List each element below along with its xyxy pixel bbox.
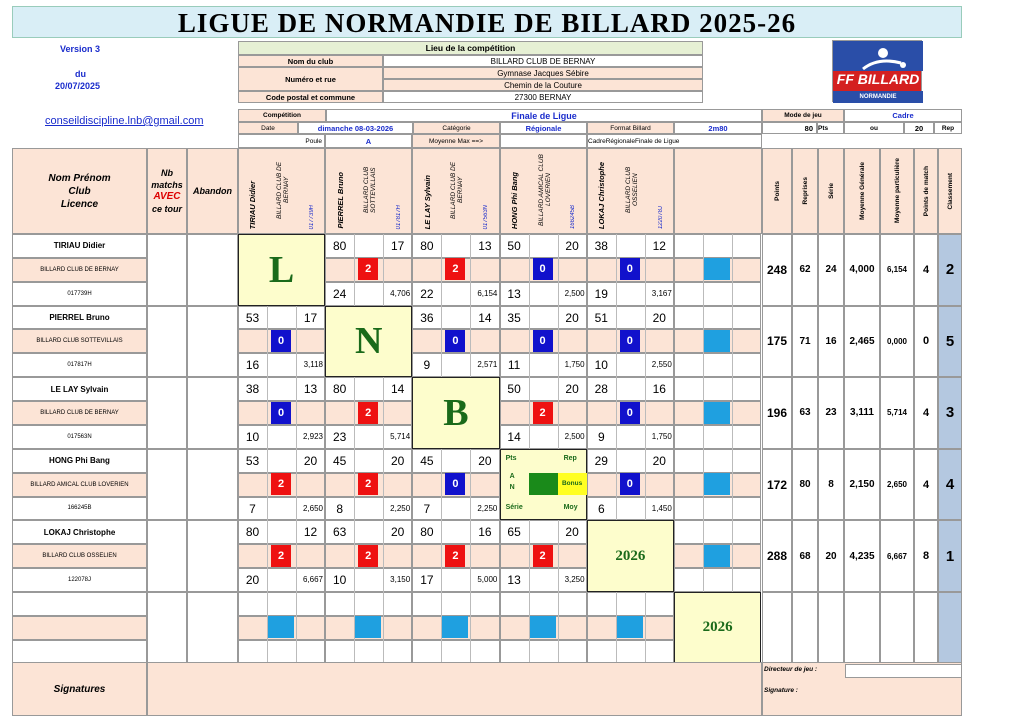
club-label: Nom du club bbox=[238, 55, 383, 67]
directeur-field[interactable] bbox=[845, 664, 962, 678]
stat-moy_gen: 3,111 bbox=[844, 377, 880, 449]
match-points: 80 bbox=[245, 525, 260, 540]
match-points-box: 0 bbox=[620, 330, 640, 352]
empty-slot-marker bbox=[704, 258, 730, 280]
stat-pts_match: 4 bbox=[914, 234, 938, 306]
col-player-header-4 bbox=[500, 148, 587, 234]
match-points-box: 2 bbox=[445, 258, 465, 280]
match-serie: 14 bbox=[507, 429, 521, 444]
match-serie: 9 bbox=[423, 358, 431, 373]
rue-line2: Chemin de la Couture bbox=[383, 79, 703, 91]
club-value: BILLARD CLUB DE BERNAY bbox=[383, 55, 703, 67]
empty-slot-marker bbox=[530, 616, 556, 638]
stat-pts_match bbox=[914, 592, 938, 664]
stat-serie: 23 bbox=[818, 377, 844, 449]
rep-label: Rep bbox=[934, 122, 962, 134]
match-moyenne: 2,250 bbox=[390, 503, 411, 513]
stat-moy_gen: 2,150 bbox=[844, 449, 880, 521]
col-header-abandon: Abandon bbox=[187, 148, 238, 234]
match-bot-bg bbox=[412, 640, 499, 664]
ou-label: ou bbox=[844, 122, 904, 134]
cat-label: Catégorie bbox=[413, 122, 500, 134]
match-bot-bg bbox=[674, 425, 761, 449]
stat-moy_part: 6,667 bbox=[880, 520, 914, 592]
col-player-name: TIRIAU Didier bbox=[248, 180, 258, 229]
pts-label: Pts bbox=[817, 122, 844, 134]
match-top-bg bbox=[674, 306, 761, 330]
row-lic-cell: 122078J bbox=[12, 568, 147, 592]
row-abandon-cell[interactable] bbox=[187, 449, 238, 521]
match-points-box: 2 bbox=[271, 473, 291, 495]
col-player-club: BILLARD CLUB DE BERNAY bbox=[276, 161, 291, 219]
row-club-cell: BILLARD AMICAL CLUB LOVERIEN bbox=[12, 473, 147, 497]
row-club-cell: BILLARD CLUB DE BERNAY bbox=[12, 258, 147, 282]
stat-header-reprises: Reprises bbox=[792, 148, 818, 234]
match-serie: 20 bbox=[245, 573, 260, 588]
pts-value: 80 bbox=[762, 122, 817, 134]
version-label: Version 3 bbox=[60, 44, 101, 54]
match-serie: 11 bbox=[507, 358, 521, 373]
match-points: 63 bbox=[333, 525, 347, 540]
empty-slot-marker bbox=[268, 616, 294, 638]
match-bot-bg bbox=[238, 640, 325, 664]
match-reprises: 20 bbox=[565, 239, 579, 253]
match-reprises: 20 bbox=[303, 453, 318, 468]
legend-green-swatch bbox=[529, 473, 558, 495]
match-moyenne: 2,923 bbox=[302, 431, 323, 441]
match-moyenne: 2,250 bbox=[477, 503, 498, 513]
col-player-name: LE LAY Sylvain bbox=[422, 174, 432, 229]
cadre-string: CadreRégionaleFinale de Ligue bbox=[587, 134, 762, 148]
match-top-bg bbox=[674, 449, 761, 473]
stat-reprises: 68 bbox=[792, 520, 818, 592]
match-points: 45 bbox=[333, 453, 347, 468]
date-value: dimanche 08-03-2026 bbox=[298, 122, 413, 134]
moy-max-label: Moyenne Max ==> bbox=[412, 134, 500, 148]
stat-reprises: 62 bbox=[792, 234, 818, 306]
match-points: 29 bbox=[594, 453, 608, 468]
match-moyenne: 5,000 bbox=[477, 575, 498, 585]
col-header-nom: Nom Prénom Club Licence bbox=[12, 148, 147, 234]
col-player-name: PIERREL Bruno bbox=[335, 172, 345, 229]
email-link[interactable]: conseildiscipline.lnb@gmail.com bbox=[45, 115, 204, 127]
match-moyenne: 4,706 bbox=[390, 288, 411, 298]
row-nb-cell[interactable] bbox=[147, 520, 187, 592]
col-player-header-3 bbox=[412, 148, 499, 234]
match-top-bg bbox=[587, 592, 674, 616]
stat-serie: 20 bbox=[818, 520, 844, 592]
moy-max-value bbox=[500, 134, 587, 148]
col-player-header-empty bbox=[674, 148, 762, 234]
cp-value: 27300 BERNAY bbox=[383, 91, 703, 103]
format-value: 2m80 bbox=[674, 122, 762, 134]
stat-classement bbox=[938, 592, 962, 664]
row-abandon-cell[interactable] bbox=[187, 592, 238, 664]
empty-slot-marker bbox=[704, 402, 730, 424]
stat-classement: 3 bbox=[938, 377, 962, 449]
row-club-cell bbox=[12, 616, 147, 640]
match-serie: 16 bbox=[245, 358, 260, 373]
row-name-cell bbox=[12, 592, 147, 616]
signatures-area[interactable] bbox=[147, 662, 762, 716]
diagonal-cell: 2026 bbox=[587, 520, 674, 592]
empty-slot-marker bbox=[704, 473, 730, 495]
version-date: 20/07/2025 bbox=[55, 81, 101, 91]
stat-pts_match: 4 bbox=[914, 449, 938, 521]
stat-points: 248 bbox=[762, 234, 792, 306]
cat-value: Régionale bbox=[500, 122, 587, 134]
row-club-cell: BILLARD CLUB DE BERNAY bbox=[12, 401, 147, 425]
match-reprises: 12 bbox=[652, 239, 666, 253]
row-lic-cell: 017739H bbox=[12, 282, 147, 306]
stat-moy_gen: 4,000 bbox=[844, 234, 880, 306]
row-nb-cell[interactable] bbox=[147, 449, 187, 521]
page-title: LIGUE DE NORMANDIE DE BILLARD 2025-26 bbox=[12, 6, 962, 38]
match-points-box: 2 bbox=[271, 545, 291, 567]
match-bot-bg bbox=[325, 640, 412, 664]
match-top-bg bbox=[674, 234, 761, 258]
col-player-lic: 017739H bbox=[308, 204, 315, 229]
match-reprises: 20 bbox=[391, 525, 405, 540]
stat-moy_part: 2,650 bbox=[880, 449, 914, 521]
stat-reprises: 80 bbox=[792, 449, 818, 521]
row-club-cell: BILLARD CLUB SOTTEVILLAIS bbox=[12, 329, 147, 353]
stat-moy_part bbox=[880, 592, 914, 664]
stat-moy_part: 6,154 bbox=[880, 234, 914, 306]
match-bot-bg bbox=[674, 282, 761, 306]
match-moyenne: 2,500 bbox=[564, 431, 585, 441]
col-player-club: BILLARD AMICAL CLUB LOVERIEN bbox=[537, 154, 552, 226]
competition-label: Compétition bbox=[238, 109, 326, 122]
match-points-box: 0 bbox=[620, 258, 640, 280]
row-lic-cell: 017563N bbox=[12, 425, 147, 449]
match-points: 38 bbox=[245, 382, 260, 397]
match-points: 50 bbox=[507, 382, 521, 397]
stat-moy_gen: 4,235 bbox=[844, 520, 880, 592]
match-bot-bg bbox=[587, 640, 674, 664]
match-top-bg bbox=[500, 592, 587, 616]
match-reprises: 13 bbox=[303, 382, 318, 397]
stat-serie: 16 bbox=[818, 306, 844, 378]
match-points-box: 2 bbox=[358, 402, 378, 424]
diagonal-cell: 2026 bbox=[674, 592, 761, 664]
stat-serie: 8 bbox=[818, 449, 844, 521]
match-bot-bg bbox=[674, 497, 761, 521]
row-nb-cell[interactable] bbox=[147, 234, 187, 306]
match-points: 38 bbox=[594, 239, 608, 253]
row-name-cell: TIRIAU Didier bbox=[12, 234, 147, 258]
match-top-bg bbox=[674, 520, 761, 544]
match-moyenne: 1,450 bbox=[651, 503, 672, 513]
stat-points: 196 bbox=[762, 377, 792, 449]
match-serie: 9 bbox=[597, 429, 605, 444]
stat-pts_match: 8 bbox=[914, 520, 938, 592]
rep-value: 20 bbox=[904, 122, 934, 134]
col-player-club: BILLARD CLUB OSSELIEN bbox=[624, 166, 639, 214]
match-reprises: 17 bbox=[391, 239, 405, 253]
row-nb-cell[interactable] bbox=[147, 592, 187, 664]
match-reprises: 20 bbox=[565, 382, 579, 397]
stat-classement: 4 bbox=[938, 449, 962, 521]
mode-value: Cadre bbox=[844, 109, 962, 122]
row-abandon-cell[interactable] bbox=[187, 234, 238, 306]
stat-header-classement: Classement bbox=[938, 148, 962, 234]
match-points: 53 bbox=[245, 310, 260, 325]
date-label: Date bbox=[238, 122, 298, 134]
diagonal-cell: N bbox=[325, 306, 412, 378]
empty-slot-marker bbox=[617, 616, 643, 638]
signature-label: Signature : bbox=[764, 687, 798, 694]
match-reprises: 20 bbox=[391, 453, 405, 468]
match-bot-bg bbox=[500, 640, 587, 664]
match-reprises: 20 bbox=[565, 310, 579, 325]
stat-points: 175 bbox=[762, 306, 792, 378]
row-lic-cell: 017817H bbox=[12, 353, 147, 377]
match-points-box: 0 bbox=[445, 473, 465, 495]
row-lic-cell: 166245B bbox=[12, 497, 147, 521]
match-points-box: 2 bbox=[445, 545, 465, 567]
stat-moy_gen: 2,465 bbox=[844, 306, 880, 378]
match-reprises: 12 bbox=[303, 525, 318, 540]
rue-label: Numéro et rue bbox=[238, 67, 383, 91]
col-player-lic: 122078J bbox=[657, 205, 664, 229]
match-moyenne: 3,250 bbox=[564, 575, 585, 585]
match-points: 45 bbox=[420, 453, 434, 468]
match-serie: 10 bbox=[333, 573, 347, 588]
stat-header-moy_gen: Moyenne Générale bbox=[844, 148, 880, 234]
rue-line1: Gymnase Jacques Sébire bbox=[383, 67, 703, 79]
stat-points: 288 bbox=[762, 520, 792, 592]
match-bot-bg bbox=[674, 568, 761, 592]
match-reprises: 20 bbox=[652, 310, 666, 325]
stat-points bbox=[762, 592, 792, 664]
stat-moy_part: 0,000 bbox=[880, 306, 914, 378]
match-reprises: 14 bbox=[391, 382, 405, 397]
col-player-name: HONG Phi Bang bbox=[509, 171, 519, 229]
match-moyenne: 3,118 bbox=[303, 360, 323, 370]
ffb-logo: FF BILLARD NORMANDIE bbox=[832, 40, 922, 102]
match-points: 80 bbox=[420, 525, 434, 540]
stat-classement: 5 bbox=[938, 306, 962, 378]
row-nb-cell[interactable] bbox=[147, 377, 187, 449]
match-serie: 17 bbox=[420, 573, 434, 588]
row-club-cell: BILLARD CLUB OSSELIEN bbox=[12, 544, 147, 568]
col-player-name: LOKAJ Christophe bbox=[597, 161, 607, 229]
match-serie: 24 bbox=[333, 286, 347, 301]
match-serie: 19 bbox=[594, 286, 608, 301]
match-serie: 10 bbox=[594, 358, 608, 373]
col-player-lic: 166245B bbox=[570, 204, 577, 229]
match-moyenne: 6,667 bbox=[302, 575, 323, 585]
du-label: du bbox=[75, 69, 86, 79]
row-name-cell: PIERREL Bruno bbox=[12, 306, 147, 330]
cp-label: Code postal et commune bbox=[238, 91, 383, 103]
match-moyenne: 2,571 bbox=[477, 360, 498, 370]
empty-slot-marker bbox=[704, 330, 730, 352]
match-moyenne: 3,167 bbox=[651, 288, 672, 298]
stat-moy_gen bbox=[844, 592, 880, 664]
match-points-box: 2 bbox=[358, 473, 378, 495]
match-top-bg bbox=[238, 592, 325, 616]
match-moyenne: 2,550 bbox=[651, 360, 672, 370]
match-points: 80 bbox=[420, 239, 434, 253]
match-serie: 13 bbox=[507, 286, 521, 301]
match-points-box: 0 bbox=[271, 402, 291, 424]
empty-slot-marker bbox=[704, 545, 730, 567]
stat-reprises: 71 bbox=[792, 306, 818, 378]
match-top-bg bbox=[674, 377, 761, 401]
match-points: 65 bbox=[507, 525, 521, 540]
stat-serie bbox=[818, 592, 844, 664]
lieu-heading: Lieu de la compétition bbox=[238, 41, 703, 55]
match-reprises: 16 bbox=[652, 382, 666, 397]
match-points: 80 bbox=[333, 239, 347, 253]
match-reprises: 20 bbox=[478, 453, 492, 468]
match-points-box: 2 bbox=[358, 545, 378, 567]
col-player-header-2 bbox=[325, 148, 412, 234]
match-points-box: 0 bbox=[271, 330, 291, 352]
poule-value: A bbox=[325, 134, 412, 148]
directeur-label: Directeur de jeu : bbox=[764, 666, 818, 673]
match-serie: 8 bbox=[336, 501, 344, 516]
col-player-header-5 bbox=[587, 148, 674, 234]
poule-label: Poule bbox=[238, 134, 325, 148]
match-serie: 22 bbox=[420, 286, 434, 301]
match-top-bg bbox=[325, 592, 412, 616]
match-points-box: 2 bbox=[533, 545, 553, 567]
stat-pts_match: 0 bbox=[914, 306, 938, 378]
row-name-cell: HONG Phi Bang bbox=[12, 449, 147, 473]
col-player-lic: 017563N bbox=[483, 204, 490, 229]
col-player-club: BILLARD CLUB SOTTEVILLAIS bbox=[363, 166, 378, 214]
match-serie: 23 bbox=[333, 429, 347, 444]
match-points: 53 bbox=[245, 453, 260, 468]
stat-header-serie: Série bbox=[818, 148, 844, 234]
stat-header-moy_part: Moyenne particulière bbox=[880, 148, 914, 234]
row-abandon-cell[interactable] bbox=[187, 520, 238, 592]
match-reprises: 20 bbox=[652, 453, 666, 468]
empty-slot-marker bbox=[442, 616, 468, 638]
diagonal-cell: L bbox=[238, 234, 325, 306]
match-points-box: 0 bbox=[620, 473, 640, 495]
row-abandon-cell[interactable] bbox=[187, 306, 238, 378]
match-points: 50 bbox=[507, 239, 521, 253]
row-abandon-cell[interactable] bbox=[187, 377, 238, 449]
match-serie: 10 bbox=[245, 429, 260, 444]
match-moyenne: 2,650 bbox=[302, 503, 323, 513]
col-player-club: BILLARD CLUB DE BERNAY bbox=[450, 161, 465, 219]
match-moyenne: 2,500 bbox=[564, 288, 585, 298]
match-points: 80 bbox=[333, 382, 347, 397]
signatures-label: Signatures bbox=[12, 662, 147, 716]
mode-label: Mode de jeu bbox=[762, 109, 844, 122]
match-moyenne: 1,750 bbox=[564, 360, 585, 370]
match-serie: 7 bbox=[249, 501, 256, 516]
match-points-box: 2 bbox=[358, 258, 378, 280]
stat-moy_part: 5,714 bbox=[880, 377, 914, 449]
stat-header-pts_match: Points de match bbox=[914, 148, 938, 234]
format-label: Format Billard bbox=[587, 122, 674, 134]
diagonal-cell: B bbox=[412, 377, 499, 449]
stat-reprises bbox=[792, 592, 818, 664]
row-name-cell: LOKAJ Christophe bbox=[12, 520, 147, 544]
match-reprises: 20 bbox=[565, 525, 579, 540]
match-bot-bg bbox=[674, 353, 761, 377]
match-top-bg bbox=[412, 592, 499, 616]
match-serie: 13 bbox=[507, 573, 521, 588]
match-serie: 6 bbox=[597, 501, 605, 516]
match-reprises: 13 bbox=[478, 239, 492, 253]
match-points-box: 0 bbox=[620, 402, 640, 424]
match-points-box: 0 bbox=[533, 258, 553, 280]
stat-classement: 2 bbox=[938, 234, 962, 306]
match-points: 35 bbox=[507, 310, 521, 325]
match-reprises: 17 bbox=[303, 310, 318, 325]
col-player-lic: 017817H bbox=[395, 204, 402, 229]
row-name-cell: LE LAY Sylvain bbox=[12, 377, 147, 401]
match-serie: 7 bbox=[423, 501, 431, 516]
match-points: 51 bbox=[594, 310, 608, 325]
match-points-box: 0 bbox=[533, 330, 553, 352]
stat-classement: 1 bbox=[938, 520, 962, 592]
col-player-header-1 bbox=[238, 148, 325, 234]
match-points: 36 bbox=[420, 310, 434, 325]
match-reprises: 14 bbox=[478, 310, 492, 325]
match-moyenne: 1,750 bbox=[651, 431, 672, 441]
stat-points: 172 bbox=[762, 449, 792, 521]
stat-pts_match: 4 bbox=[914, 377, 938, 449]
stat-header-points: Points bbox=[762, 148, 792, 234]
col-header-nb: Nb matchs AVEC ce tour bbox=[147, 148, 187, 234]
row-nb-cell[interactable] bbox=[147, 306, 187, 378]
stat-serie: 24 bbox=[818, 234, 844, 306]
match-reprises: 16 bbox=[478, 525, 492, 540]
match-moyenne: 3,150 bbox=[390, 575, 411, 585]
match-moyenne: 6,154 bbox=[477, 288, 498, 298]
match-points: 28 bbox=[594, 382, 608, 397]
empty-slot-marker bbox=[355, 616, 381, 638]
match-points-box: 0 bbox=[445, 330, 465, 352]
competition-value: Finale de Ligue bbox=[326, 109, 762, 122]
match-moyenne: 5,714 bbox=[390, 431, 411, 441]
match-points-box: 2 bbox=[533, 402, 553, 424]
row-lic-cell bbox=[12, 640, 147, 664]
stat-reprises: 63 bbox=[792, 377, 818, 449]
